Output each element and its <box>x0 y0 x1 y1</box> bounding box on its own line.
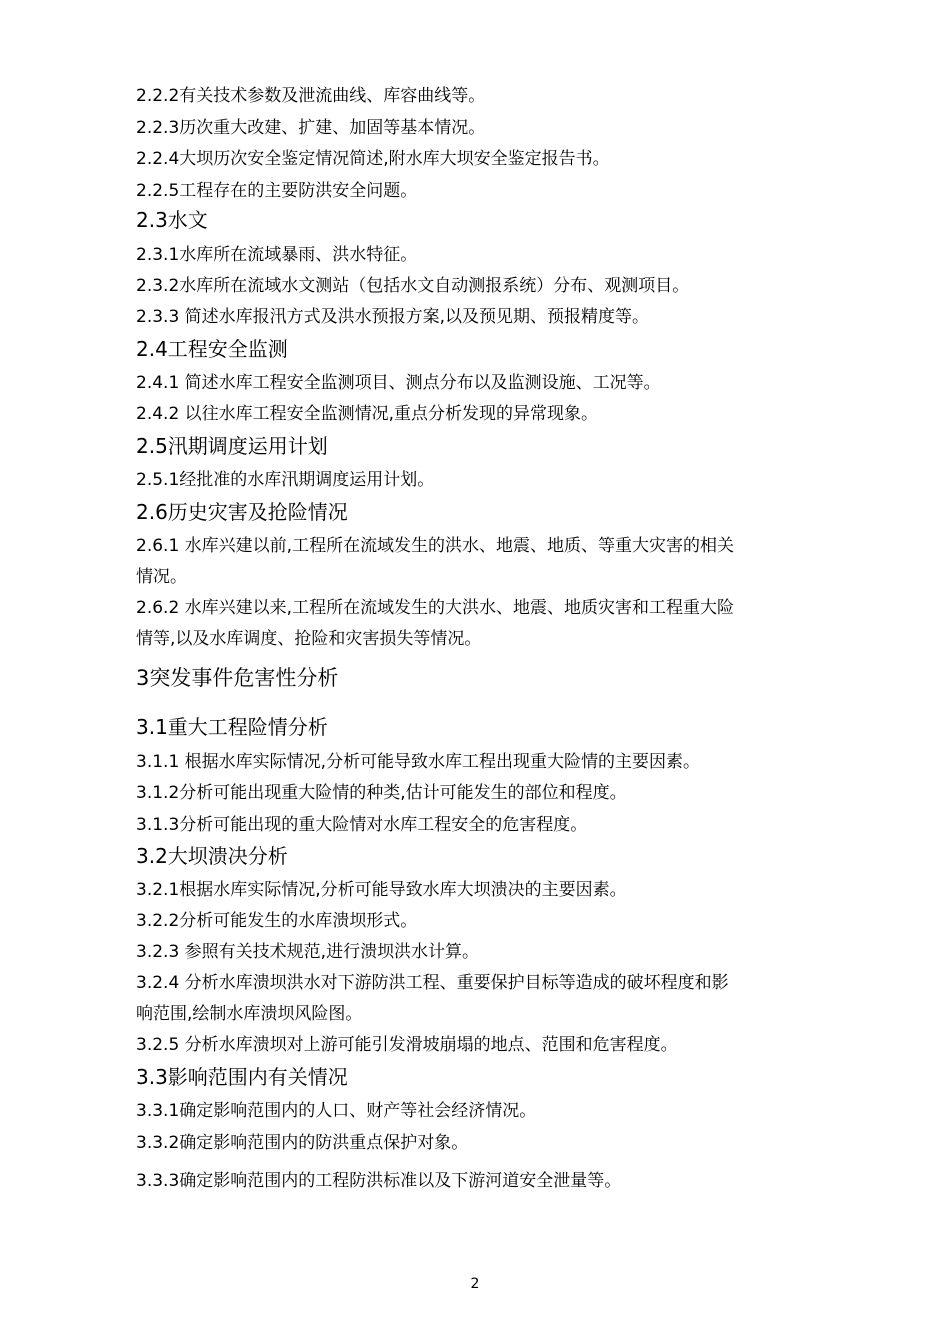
paragraph-line: 3.2.1根据水库实际情况,分析可能导致水库大坝溃决的主要因素。 <box>136 880 627 900</box>
paragraph-line: 2.2.3历次重大改建、扩建、加固等基本情况。 <box>136 118 486 138</box>
paragraph-line: 3.3.2确定影响范围内的防洪重点保护对象。 <box>136 1133 469 1153</box>
paragraph-line: 3.2.5 分析水库溃坝对上游可能引发滑坡崩塌的地点、范围和危害程度。 <box>136 1035 678 1055</box>
paragraph-line: 2.4.2 以往水库工程安全监测情况,重点分析发现的异常现象。 <box>136 404 599 424</box>
subsection-heading: 2.3水文 <box>136 208 208 232</box>
paragraph-line: 响范围,绘制水库溃坝风险图。 <box>136 1004 363 1024</box>
section-heading: 3突发事件危害性分析 <box>136 666 339 690</box>
paragraph-line: 3.1.1 根据水库实际情况,分析可能导致水库工程出现重大险情的主要因素。 <box>136 752 701 772</box>
paragraph-line: 3.1.3分析可能出现的重大险情对水库工程安全的危害程度。 <box>136 815 588 835</box>
paragraph-line: 2.3.2水库所在流域水文测站（包括水文自动测报系统）分布、观测项目。 <box>136 276 690 296</box>
paragraph-line: 2.3.1水库所在流域暴雨、洪水特征。 <box>136 245 418 265</box>
paragraph-line: 2.2.2有关技术参数及泄流曲线、库容曲线等。 <box>136 86 486 106</box>
subsection-heading: 3.1重大工程险情分析 <box>136 715 328 739</box>
paragraph-line: 3.2.2分析可能发生的水库溃坝形式。 <box>136 911 418 931</box>
subsection-heading: 3.2大坝溃决分析 <box>136 844 288 868</box>
paragraph-line: 2.5.1经批准的水库汛期调度运用计划。 <box>136 470 435 490</box>
paragraph-line: 2.6.2 水库兴建以来,工程所在流域发生的大洪水、地震、地质灾害和工程重大险 <box>136 598 735 618</box>
subsection-heading: 2.6历史灾害及抢险情况 <box>136 500 348 524</box>
paragraph-line: 2.2.5工程存在的主要防洪安全问题。 <box>136 181 418 201</box>
paragraph-line: 3.3.3确定影响范围内的工程防洪标准以及下游河道安全泄量等。 <box>136 1171 622 1191</box>
paragraph-line: 2.6.1 水库兴建以前,工程所在流域发生的洪水、地震、地质、等重大灾害的相关 <box>136 536 735 556</box>
paragraph-line: 3.1.2分析可能出现重大险情的种类,估计可能发生的部位和程度。 <box>136 783 627 803</box>
paragraph-line: 情况。 <box>136 567 187 587</box>
subsection-heading: 2.5汛期调度运用计划 <box>136 434 328 458</box>
paragraph-line: 3.2.4 分析水库溃坝洪水对下游防洪工程、重要保护目标等造成的破坏程度和影 <box>136 973 729 993</box>
paragraph-line: 3.3.1确定影响范围内的人口、财产等社会经济情况。 <box>136 1101 537 1121</box>
paragraph-line: 3.2.3 参照有关技术规范,进行溃坝洪水计算。 <box>136 942 480 962</box>
paragraph-line: 2.2.4大坝历次安全鉴定情况简述,附水库大坝安全鉴定报告书。 <box>136 149 610 169</box>
paragraph-line: 2.3.3 简述水库报汛方式及洪水预报方案,以及预见期、预报精度等。 <box>136 307 650 327</box>
page-number: 2 <box>470 1276 480 1292</box>
subsection-heading: 2.4工程安全监测 <box>136 337 288 361</box>
paragraph-line: 情等,以及水库调度、抢险和灾害损失等情况。 <box>136 629 482 649</box>
subsection-heading: 3.3影响范围内有关情况 <box>136 1065 348 1089</box>
paragraph-line: 2.4.1 简述水库工程安全监测项目、测点分布以及监测设施、工况等。 <box>136 373 661 393</box>
